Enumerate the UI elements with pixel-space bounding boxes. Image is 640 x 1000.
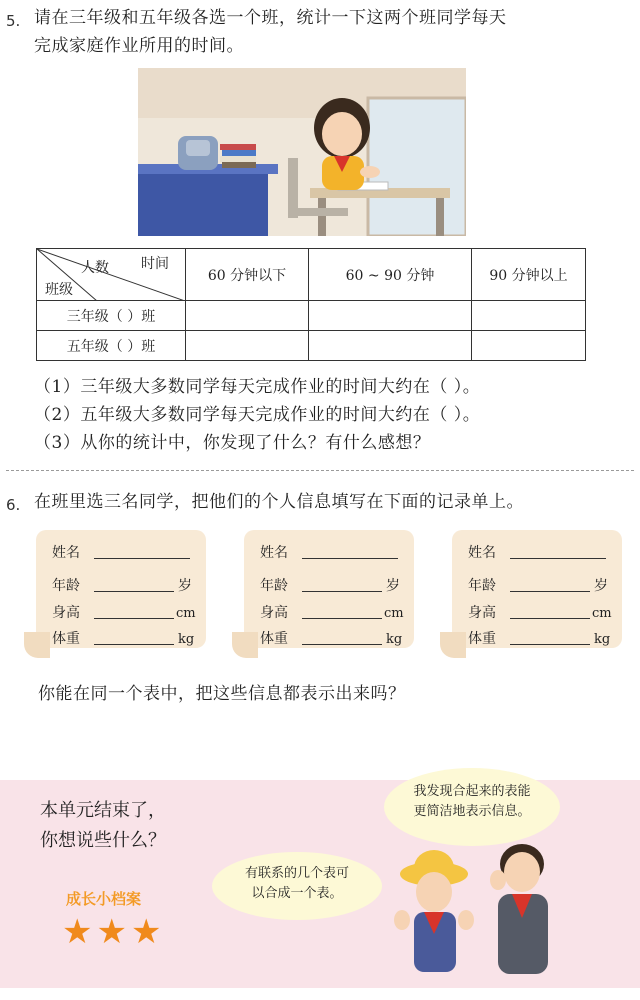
height-line[interactable] [94, 602, 174, 619]
height-unit: cm [592, 606, 612, 621]
weight-label: 体重 [260, 631, 288, 647]
row-header: 五年级（ ）班 [37, 331, 186, 361]
record-card [244, 530, 414, 648]
age-unit: 岁 [386, 578, 400, 594]
age-label: 年龄 [468, 578, 496, 594]
height-line[interactable] [302, 602, 382, 619]
star-icon: ★ [130, 912, 162, 952]
weight-unit: kg [386, 632, 403, 647]
question-5-number: 5. [6, 12, 21, 30]
name-label: 姓名 [468, 545, 496, 561]
table-cell[interactable] [186, 301, 309, 331]
section-divider [6, 470, 634, 471]
table-cell[interactable] [309, 301, 472, 331]
age-line[interactable] [302, 575, 382, 592]
weight-label: 体重 [468, 631, 496, 647]
header-people-label: 人数 [81, 260, 109, 276]
speech-bubble-2 [212, 852, 382, 920]
question-6-number: 6. [6, 496, 21, 514]
row-header: 三年级（ ）班 [37, 301, 186, 331]
question-6-text: 在班里选三名同学，把他们的个人信息填写在下面的记录单上。 [34, 492, 524, 512]
age-label: 年龄 [260, 578, 288, 594]
height-label: 身高 [260, 605, 288, 621]
card-fold [232, 632, 258, 658]
children-illustration [394, 840, 584, 988]
name-line[interactable] [302, 542, 398, 559]
name-label: 姓名 [260, 545, 288, 561]
speech-bubble-1 [384, 768, 560, 846]
bubble2-line2: 以合成一个表。 [251, 886, 343, 901]
bubble1-line1: 我发现合起来的表能 [413, 784, 531, 799]
weight-label: 体重 [52, 631, 80, 647]
question-6-followup: 你能在同一个表中，把这些信息都表示出来吗？ [38, 684, 406, 704]
height-line[interactable] [510, 602, 590, 619]
name-label: 姓名 [52, 545, 80, 561]
height-label: 身高 [52, 605, 80, 621]
weight-line[interactable] [302, 628, 382, 645]
column-header: 60 分钟以下 [186, 249, 309, 301]
homework-illustration [138, 68, 466, 236]
table-cell[interactable] [186, 331, 309, 361]
rating-stars [62, 912, 165, 952]
age-unit: 岁 [594, 578, 608, 594]
age-label: 年龄 [52, 578, 80, 594]
record-card [36, 530, 206, 648]
sub-question-3: （3）从你的统计中，你发现了什么？有什么感想？ [34, 433, 431, 453]
question-5-line1: 请在三年级和五年级各选一个班，统计一下这两个班同学每天 [34, 8, 507, 28]
bubble2-line1: 有联系的几个表可 [244, 866, 349, 881]
table-cell[interactable] [309, 331, 472, 361]
table-header-diagonal-cell [37, 249, 186, 301]
sub-question-1: （1）三年级大多数同学每天完成作业的时间大约在（ ）。 [34, 377, 481, 397]
header-class-label: 班级 [45, 282, 73, 298]
table-cell[interactable] [472, 301, 586, 331]
column-header: 90 分钟以上 [472, 249, 586, 301]
name-line[interactable] [94, 542, 190, 559]
question-5-line2: 完成家庭作业所用的时间。 [34, 36, 244, 56]
height-label: 身高 [468, 605, 496, 621]
homework-time-table [36, 248, 586, 361]
banner-prompt [40, 796, 166, 856]
star-icon: ★ [96, 912, 127, 952]
banner-line2: 你想说些什么？ [40, 830, 166, 851]
unit-summary-banner [0, 780, 640, 988]
age-unit: 岁 [178, 578, 192, 594]
height-unit: cm [176, 606, 196, 621]
name-line[interactable] [510, 542, 606, 559]
question-5-text [34, 4, 634, 60]
header-time-label: 时间 [141, 256, 169, 272]
growth-archive-title: 成长小档案 [66, 890, 142, 908]
bubble1-line2: 更简洁地表示信息。 [413, 804, 531, 819]
column-header: 60 ~ 90 分钟 [309, 249, 472, 301]
card-fold [24, 632, 50, 658]
table-cell[interactable] [472, 331, 586, 361]
weight-line[interactable] [94, 628, 174, 645]
star-icon: ★ [62, 912, 93, 952]
age-line[interactable] [94, 575, 174, 592]
age-line[interactable] [510, 575, 590, 592]
card-fold [440, 632, 466, 658]
banner-line1: 本单元结束了， [40, 800, 166, 821]
record-card [452, 530, 622, 648]
height-unit: cm [384, 606, 404, 621]
weight-unit: kg [594, 632, 611, 647]
weight-unit: kg [178, 632, 195, 647]
weight-line[interactable] [510, 628, 590, 645]
sub-question-2: （2）五年级大多数同学每天完成作业的时间大约在（ ）。 [34, 405, 481, 425]
